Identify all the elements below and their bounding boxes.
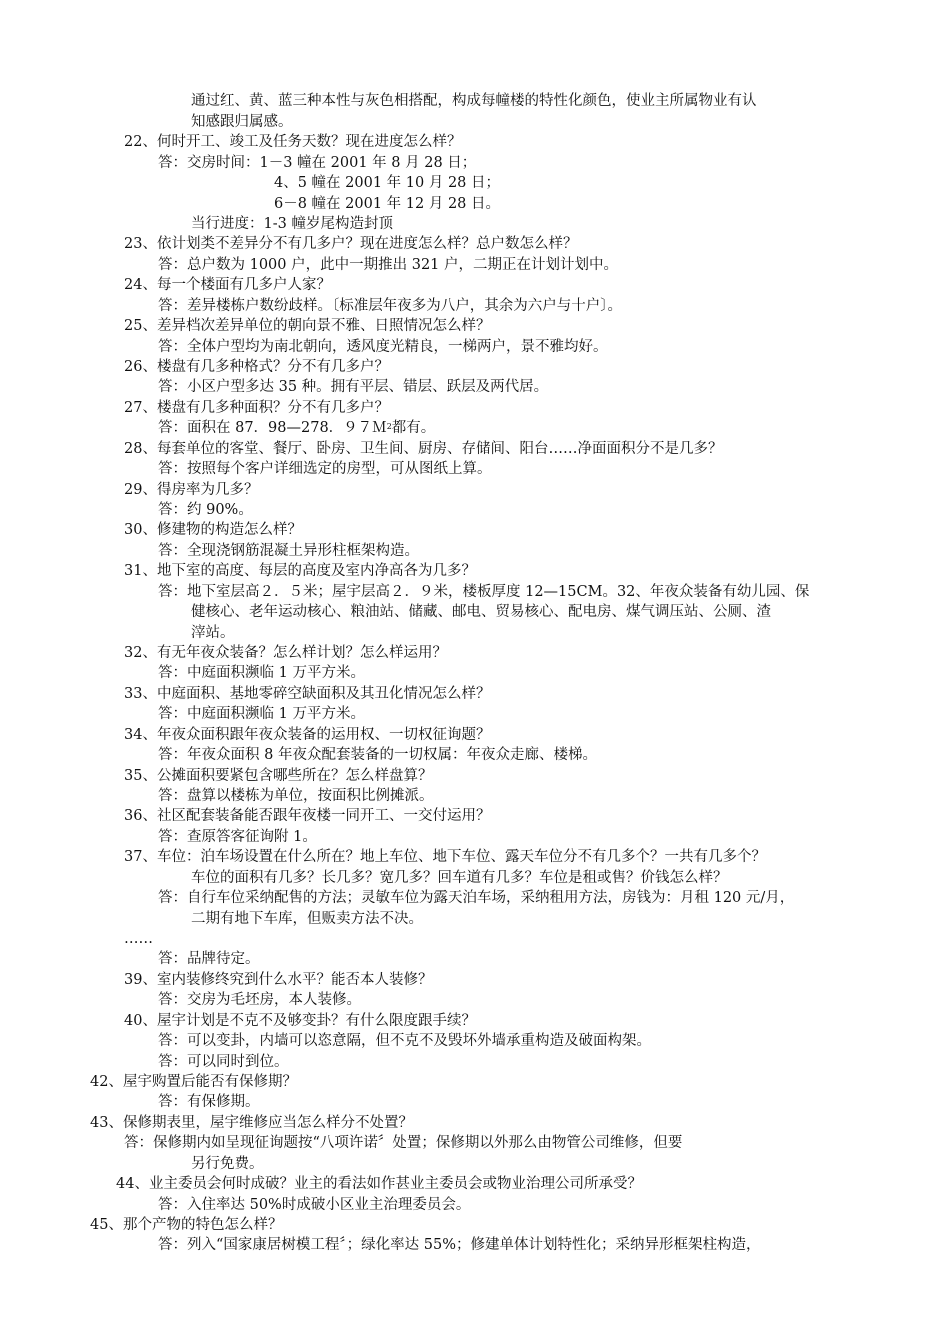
- question-line: 23、依计划类不差异分不有几多户？现在进度怎么样？总户数怎么样？: [124, 236, 578, 252]
- answer-line: 答：小区户型多达 35 种。拥有平层、错层、跃层及两代居。: [158, 379, 549, 395]
- text-line: 6－8 幢在 2001 年 12 月 28 日。: [274, 196, 501, 212]
- answer-line: 答：面积在 87．98—278．９７Ｍ$^2$都有。: [158, 420, 436, 436]
- question-line: 29、得房率为几多？: [124, 482, 259, 498]
- question-line: 24、每一个楼面有几多户人家？: [124, 277, 331, 293]
- answer-line: 答：保修期内如呈现征询题按“八项许诺〞处置；保修期以外那么由物管公司维修，但要: [124, 1135, 683, 1151]
- answer-line: 答：总户数为 1000 户，此中一期推出 321 户，二期正在计划计划中。: [158, 257, 619, 273]
- question-line: 37、车位：泊车场设置在什么所在？地上车位、地下车位、露天车位分不有几多个？一共有几多个？: [124, 849, 766, 865]
- answer-line: 答：按照每个客户详细选定的房型，可从图纸上算。: [158, 461, 492, 477]
- question-line: 40、屋宇计划是不克不及够变卦？有什么限度跟手续？: [124, 1013, 476, 1029]
- question-line: 32、有无年夜众装备？怎么样计划？怎么样运用？: [124, 645, 447, 661]
- answer-line: 答：盘算以楼栋为单位，按面积比例摊派。: [158, 788, 434, 804]
- answer-line: 答：查原答客征询附 1。: [158, 829, 317, 845]
- text-line: 通过红、黄、蓝三种本性与灰色相搭配，构成每幢楼的特性化颜色，使业主所属物业有认: [191, 93, 757, 109]
- answer-line: 答：品牌待定。: [158, 951, 260, 967]
- question-line: 35、公摊面积要紧包含哪些所在？怎么样盘算？: [124, 768, 433, 784]
- answer-line: 答：中庭面积濒临 1 万平方米。: [158, 706, 365, 722]
- text-line: 知感跟归属感。: [191, 114, 293, 130]
- question-line: 45、那个产物的特色怎么样？: [90, 1217, 283, 1233]
- text-line: 健核心、老年运动核心、粮油站、储藏、邮电、贸易核心、配电房、煤气调压站、公厕、渣: [191, 604, 771, 620]
- question-line: 36、社区配套装备能否跟年夜楼一同开工、一交付运用？: [124, 808, 491, 824]
- answer-line: 答：差异楼栋户数纷歧样。〔标准层年夜多为八户，其余为六户与十户〕。: [158, 298, 622, 314]
- question-line: 43、保修期表里，屋宇维修应当怎么样分不处置？: [90, 1115, 413, 1131]
- text-line: 当行进度：1-3 幢岁尾构造封顶: [191, 216, 393, 232]
- question-line: 22、何时开工、竣工及任务天数？现在进度怎么样？: [124, 134, 462, 150]
- text-line: 二期有地下车库，但贩卖方法不决。: [191, 911, 423, 927]
- answer-line: 答：年夜众面积 8 年夜众配套装备的一切权属：年夜众走廊、楼梯。: [158, 747, 597, 763]
- superscript: 2: [386, 422, 392, 431]
- answer-line: 答：有保修期。: [158, 1094, 260, 1110]
- text-line: 滓站。: [191, 625, 235, 641]
- answer-line: 答：自行车位采纳配售的方法；灵敏车位为露天泊车场，采纳租用方法，房钱为：月租 120 元/月，: [158, 890, 795, 906]
- question-line: 44、业主委员会何时成破？业主的看法如作甚业主委员会或物业治理公司所承受？: [116, 1176, 642, 1192]
- text-line: 4、5 幢在 2001 年 10 月 28 日；: [274, 175, 501, 191]
- text-line: 车位的面积有几多？长几多？宽几多？回车道有几多？车位是租或售？价钱怎么样？: [191, 870, 728, 886]
- answer-line: 答：全体户型均为南北朝向，透风度光精良，一梯两户，景不雅均好。: [158, 339, 608, 355]
- question-line: 25、差异档次差异单位的朝向景不雅、日照情况怎么样？: [124, 318, 491, 334]
- answer-line: 答：地下室层高２．５米；屋宇层高２．９米，楼板厚度 12—15CM。32、年夜众装备有幼儿园、保: [158, 584, 810, 600]
- question-line: 30、修建物的构造怎么样？: [124, 522, 302, 538]
- answer-line: 答：中庭面积濒临 1 万平方米。: [158, 665, 365, 681]
- question-line: 27、楼盘有几多种面积？分不有几多户？: [124, 400, 389, 416]
- answer-line: 答：可以同时到位。: [158, 1054, 289, 1070]
- answer-line: 答：可以变卦，内墙可以恣意隔，但不克不及毁坏外墙承重构造及破面构架。: [158, 1033, 651, 1049]
- question-line: 42、屋宇购置后能否有保修期？: [90, 1074, 297, 1090]
- question-line: 33、中庭面积、基地零碎空缺面积及其丑化情况怎么样？: [124, 686, 491, 702]
- answer-line: 答：入住率达 50%时成破小区业主治理委员会。: [158, 1197, 471, 1213]
- text-line: 另行免费。: [191, 1156, 264, 1172]
- question-line: 34、年夜众面积跟年夜众装备的运用权、一切权征询题？: [124, 727, 491, 743]
- question-line: 28、每套单位的客堂、餐厅、卧房、卫生间、厨房、存储间、阳台……净面面积分不是几多？: [124, 441, 723, 457]
- answer-line: 答：交房时间：1－3 幢在 2001 年 8 月 28 日；: [158, 155, 477, 171]
- answer-line: 答：全现浇钢筋混凝土异形柱框架构造。: [158, 543, 419, 559]
- answer-line: 答：交房为毛坯房，本人装修。: [158, 992, 361, 1008]
- answer-line: 答：列入“国家康居树模工程〞；绿化率达 55%；修建单体计划特性化；采纳异形框架柱构造，: [158, 1237, 761, 1253]
- ellipsis-line: ……: [124, 931, 153, 947]
- question-line: 39、室内装修终究到什么水平？能否本人装修？: [124, 972, 433, 988]
- question-line: 31、地下室的高度、每层的高度及室内净高各为几多？: [124, 563, 476, 579]
- question-line: 26、楼盘有几多种格式？分不有几多户？: [124, 359, 389, 375]
- answer-line: 答：约 90%。: [158, 502, 253, 518]
